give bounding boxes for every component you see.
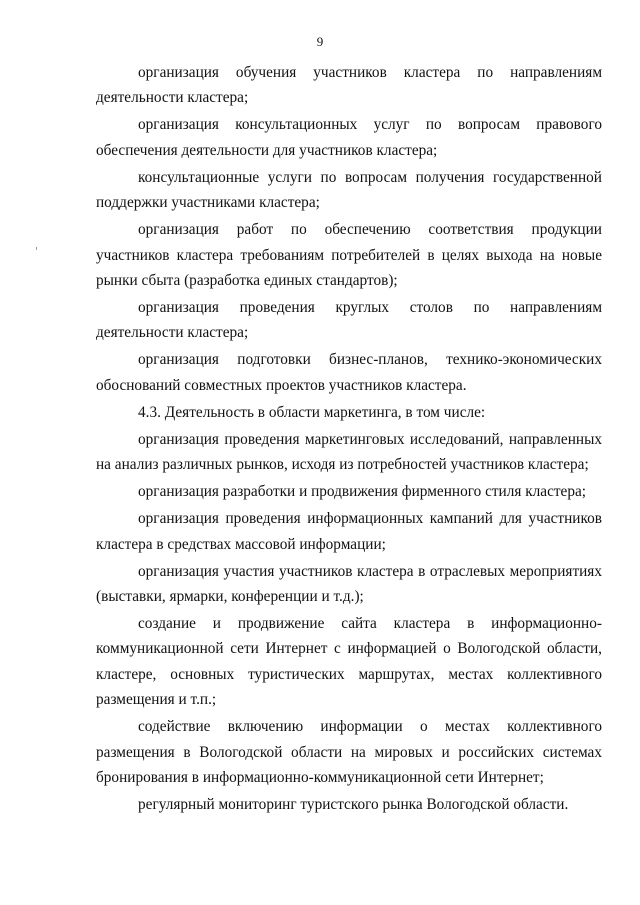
paragraph-training: организация обучения участников кластера по направлениям деятельности кластера;: [96, 64, 602, 107]
paragraph-industry-events: организация участия участников кластера в отраслевых мероприятиях (выставки, ярмарки, конференции и т.д.);: [96, 562, 602, 606]
paragraph-corporate-style: организация разработки и продвижения фирменного стиля кластера;: [138, 483, 587, 501]
paragraph-booking-systems: содействие включению информации о местах коллективного размещения в Вологодской области на мировых и российских системах бронирования в информационно-коммуникационной сети Интернет;: [96, 718, 602, 787]
document-body: [96, 60, 602, 818]
paragraph-market-monitoring: регулярный мониторинг туристского рынка Вологодской области.: [138, 796, 569, 814]
paragraph-round-tables: организация проведения круглых столов по направлениям деятельности кластера;: [96, 299, 602, 342]
paragraph-legal-consulting: организация консультационных услуг по вопросам правового обеспечения деятельности для участников кластера;: [96, 116, 602, 159]
paragraph-business-plans: организация подготовки бизнес-планов, технико-экономических обоснований совместных проектов участников кластера.: [96, 351, 602, 394]
section-heading-marketing: 4.3. Деятельность в области маркетинга, в том числе:: [138, 403, 486, 421]
paragraph-state-support-consulting: консультационные услуги по вопросам получения государственной поддержки участниками кластера;: [96, 168, 602, 212]
page-number: 9: [316, 34, 324, 49]
paragraph-website: создание и продвижение сайта кластера в информационно-коммуникационной сети Интернет с информацией о Вологодской области, кластере, основных туристических маршрутах, местах коллективного размещения и т.п.;: [96, 615, 602, 709]
paragraph-market-research: организация проведения маркетинговых исследований, направленных на анализ различных рынков, исходя из потребностей участников кластера;: [96, 430, 602, 474]
paragraph-media-campaigns: организация проведения информационных кампаний для участников кластера в средствах массовой информации;: [96, 510, 602, 553]
paragraph-standards-compliance: организация работ по обеспечению соответствия продукции участников кластера требованиям потребителей в целях выхода на новые рынки сбыта (разработка единых стандартов);: [96, 221, 602, 290]
scan-speck: [36, 247, 37, 250]
